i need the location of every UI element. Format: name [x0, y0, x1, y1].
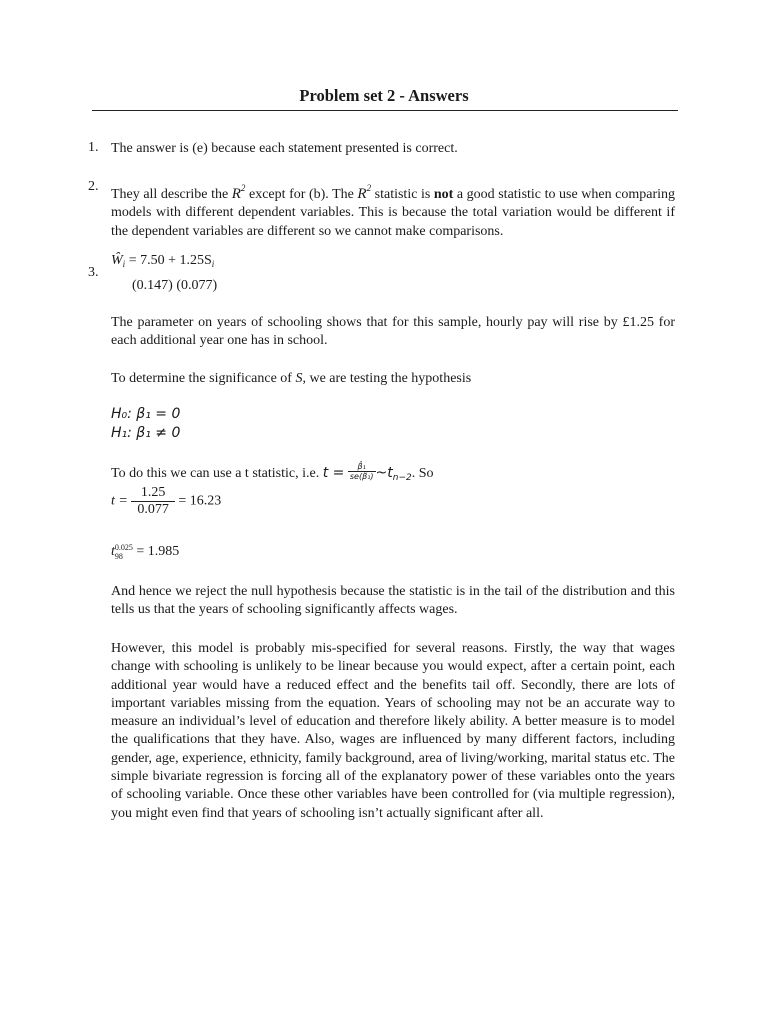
q1-number: 1.: [88, 140, 99, 155]
r-squared-symbol: $R^2$: [231, 183, 246, 202]
alt-hypothesis: H₁: β₁ ≠ 0: [111, 425, 181, 441]
q2-answer: [111, 179, 675, 241]
q3-para-misspecification: However, this model is probably mis-specified for several reasons. Firstly, the way that wages change with schooling is unlikely to be linear because you would expect, after a certain point, each additional year would have a reduced effect and the benefits tail off. Secondly, there are lots of important variables missing from the equation. Years of schooling may not be an accurate way to measure an individual’s level of education and therefore likely ability. A better measure is to model the qualifications that they have. Also, wages are influenced by many different factors, including gender, age, experience, ethnicity, family background, area of living/working, marital status etc. The simple bivariate regression is forcing all of the explanatory power of these variables onto the years of schooling variable. Once these other variables have been controlled for (via multiple regression), you might even find that years of schooling isn’t actually significant after all.: [111, 641, 675, 821]
t-statistic-definition: To do this we can use a t statistic, i.e. t = $\frac{\text{β̂₁}}{\text{se(β̂₁)}}$ $\sim t_{n-2}$. So: [111, 462, 434, 483]
q3-para-significance: To determine the significance of S, we are testing the hypothesis: [111, 371, 472, 386]
w-hat: $Ŵ_i$: [111, 253, 126, 269]
page-title: Problem set 2 - Answers: [299, 86, 469, 105]
null-hypothesis: H₀: β₁ = 0: [111, 406, 181, 422]
q2-text-3: statistic is: [374, 187, 431, 202]
r-squared-symbol-2: $R^2$: [357, 183, 372, 202]
t-calculation: t = $\frac{1.25}{0.077}$ = 16.23: [111, 485, 222, 517]
q2-bold-not: not: [433, 187, 454, 202]
q1-answer: The answer is (e) because each statement presented is correct.: [111, 141, 458, 156]
t-calc-fraction: $\frac{1.25}{0.077}$: [131, 485, 175, 518]
q3-para-conclusion: And hence we reject the null hypothesis because the statistic is in the tail of the distribution and this tells us that the years of schooling significantly affects wages.: [111, 584, 675, 618]
q2-number: 2.: [88, 179, 99, 194]
standard-errors: (0.147) (0.077): [132, 278, 218, 293]
q2-text-2: except for (b). The: [248, 187, 354, 202]
q2-text-1: They all describe the: [111, 187, 229, 202]
equation-rhs: = $7.50 + 1.25S_i$: [128, 253, 215, 269]
critical-value: t 0.025 98 = 1.985: [111, 543, 180, 561]
q3-para-interpretation: The parameter on years of schooling shows that for this sample, hourly pay will rise by £1.25 for each additional year one has in school.: [111, 315, 675, 349]
regression-equation: [111, 253, 214, 269]
title-underline: [92, 110, 678, 111]
t-stat-fraction: $\frac{\text{β̂₁}}{\text{se(β̂₁)}}$: [349, 462, 374, 481]
q3-number: 3.: [88, 265, 99, 280]
q2-text-4: a good statistic to use when comparing models with different dependent variables. This is because the total variation would be different if the dependent variables are different so we cannot make comparisons.: [111, 187, 675, 239]
